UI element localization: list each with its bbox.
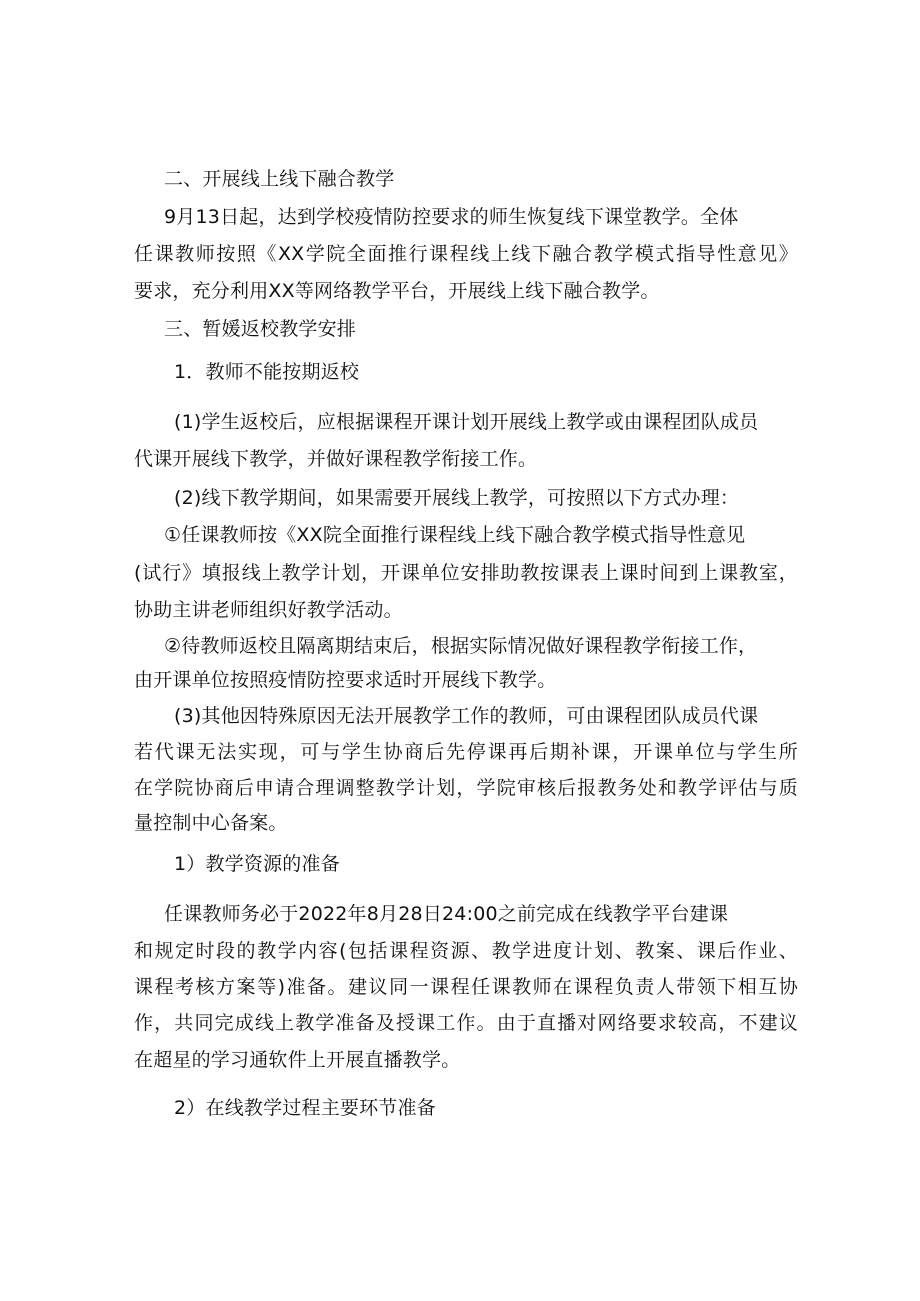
paragraph-line: (2)线下教学期间，如果需要开展线上教学，可按照以下方式办理：: [174, 487, 740, 509]
section-heading-3: 三、暂媛返校教学安排: [164, 318, 357, 340]
subsection-heading: 1）教学资源的准备: [174, 853, 340, 875]
paragraph-line: (3)其他因特殊原因无法开展教学工作的教师，可由课程团队成员代课: [174, 705, 759, 727]
paragraph-line: 要求，充分利用XX等网络教学平台，开展线上线下融合教学。: [134, 280, 660, 302]
subsection-heading: 1．教师不能按期返校: [174, 361, 360, 383]
paragraph-line: ①任课教师按《XX院全面推行课程线上线下融合教学模式指导性意见: [164, 524, 746, 546]
subsection-heading: 2）在线教学过程主要环节准备: [174, 1097, 436, 1119]
paragraph-line: 在学院协商后申请合理调整教学计划，学院审核后报教务处和教学评估与质: [134, 777, 798, 799]
paragraph-line: ②待教师返校且隔离期结束后，根据实际情况做好课程教学衔接工作，: [164, 635, 758, 657]
paragraph-line: (试行》填报线上教学计划，开课单位安排助教按课表上课时间到上课教室，: [134, 562, 798, 584]
paragraph-line: 在超星的学习通软件上开展直播教学。: [134, 1049, 461, 1071]
paragraph-line: 课程考核方案等)准备。建议同一课程任课教师在课程负责人带领下相互协: [134, 976, 798, 998]
paragraph-line: 由开课单位按照疫情防控要求适时开展线下教学。: [134, 669, 557, 691]
section-heading-2: 二、开展线上线下融合教学: [164, 168, 395, 190]
paragraph-line: 9月13日起，达到学校疫情防控要求的师生恢复线下课堂教学。全体: [164, 206, 739, 228]
paragraph-line: 若代课无法实现，可与学生协商后先停课再后期补课，开课单位与学生所: [134, 741, 798, 763]
paragraph-line: 任课教师务必于2022年8月28日24:00之前完成在线教学平台建课: [164, 903, 729, 925]
paragraph-line: 和规定时段的教学内容(包括课程资源、教学进度计划、教案、课后作业、: [134, 940, 798, 962]
paragraph-line: 量控制中心备案。: [134, 812, 288, 834]
paragraph-line: 协助主讲老师组织好教学活动。: [134, 599, 403, 621]
paragraph-line: 作，共同完成线上教学准备及授课工作。由于直播对网络要求较高，不建议: [134, 1012, 798, 1034]
paragraph-line: (1)学生返校后，应根据课程开课计划开展线上教学或由课程团队成员: [174, 411, 759, 433]
paragraph-line: 代课开展线下教学，并做好课程教学衔接工作。: [134, 448, 538, 470]
paragraph-line: 任课教师按照《XX学院全面推行课程线上线下融合教学模式指导性意见》: [134, 243, 798, 265]
